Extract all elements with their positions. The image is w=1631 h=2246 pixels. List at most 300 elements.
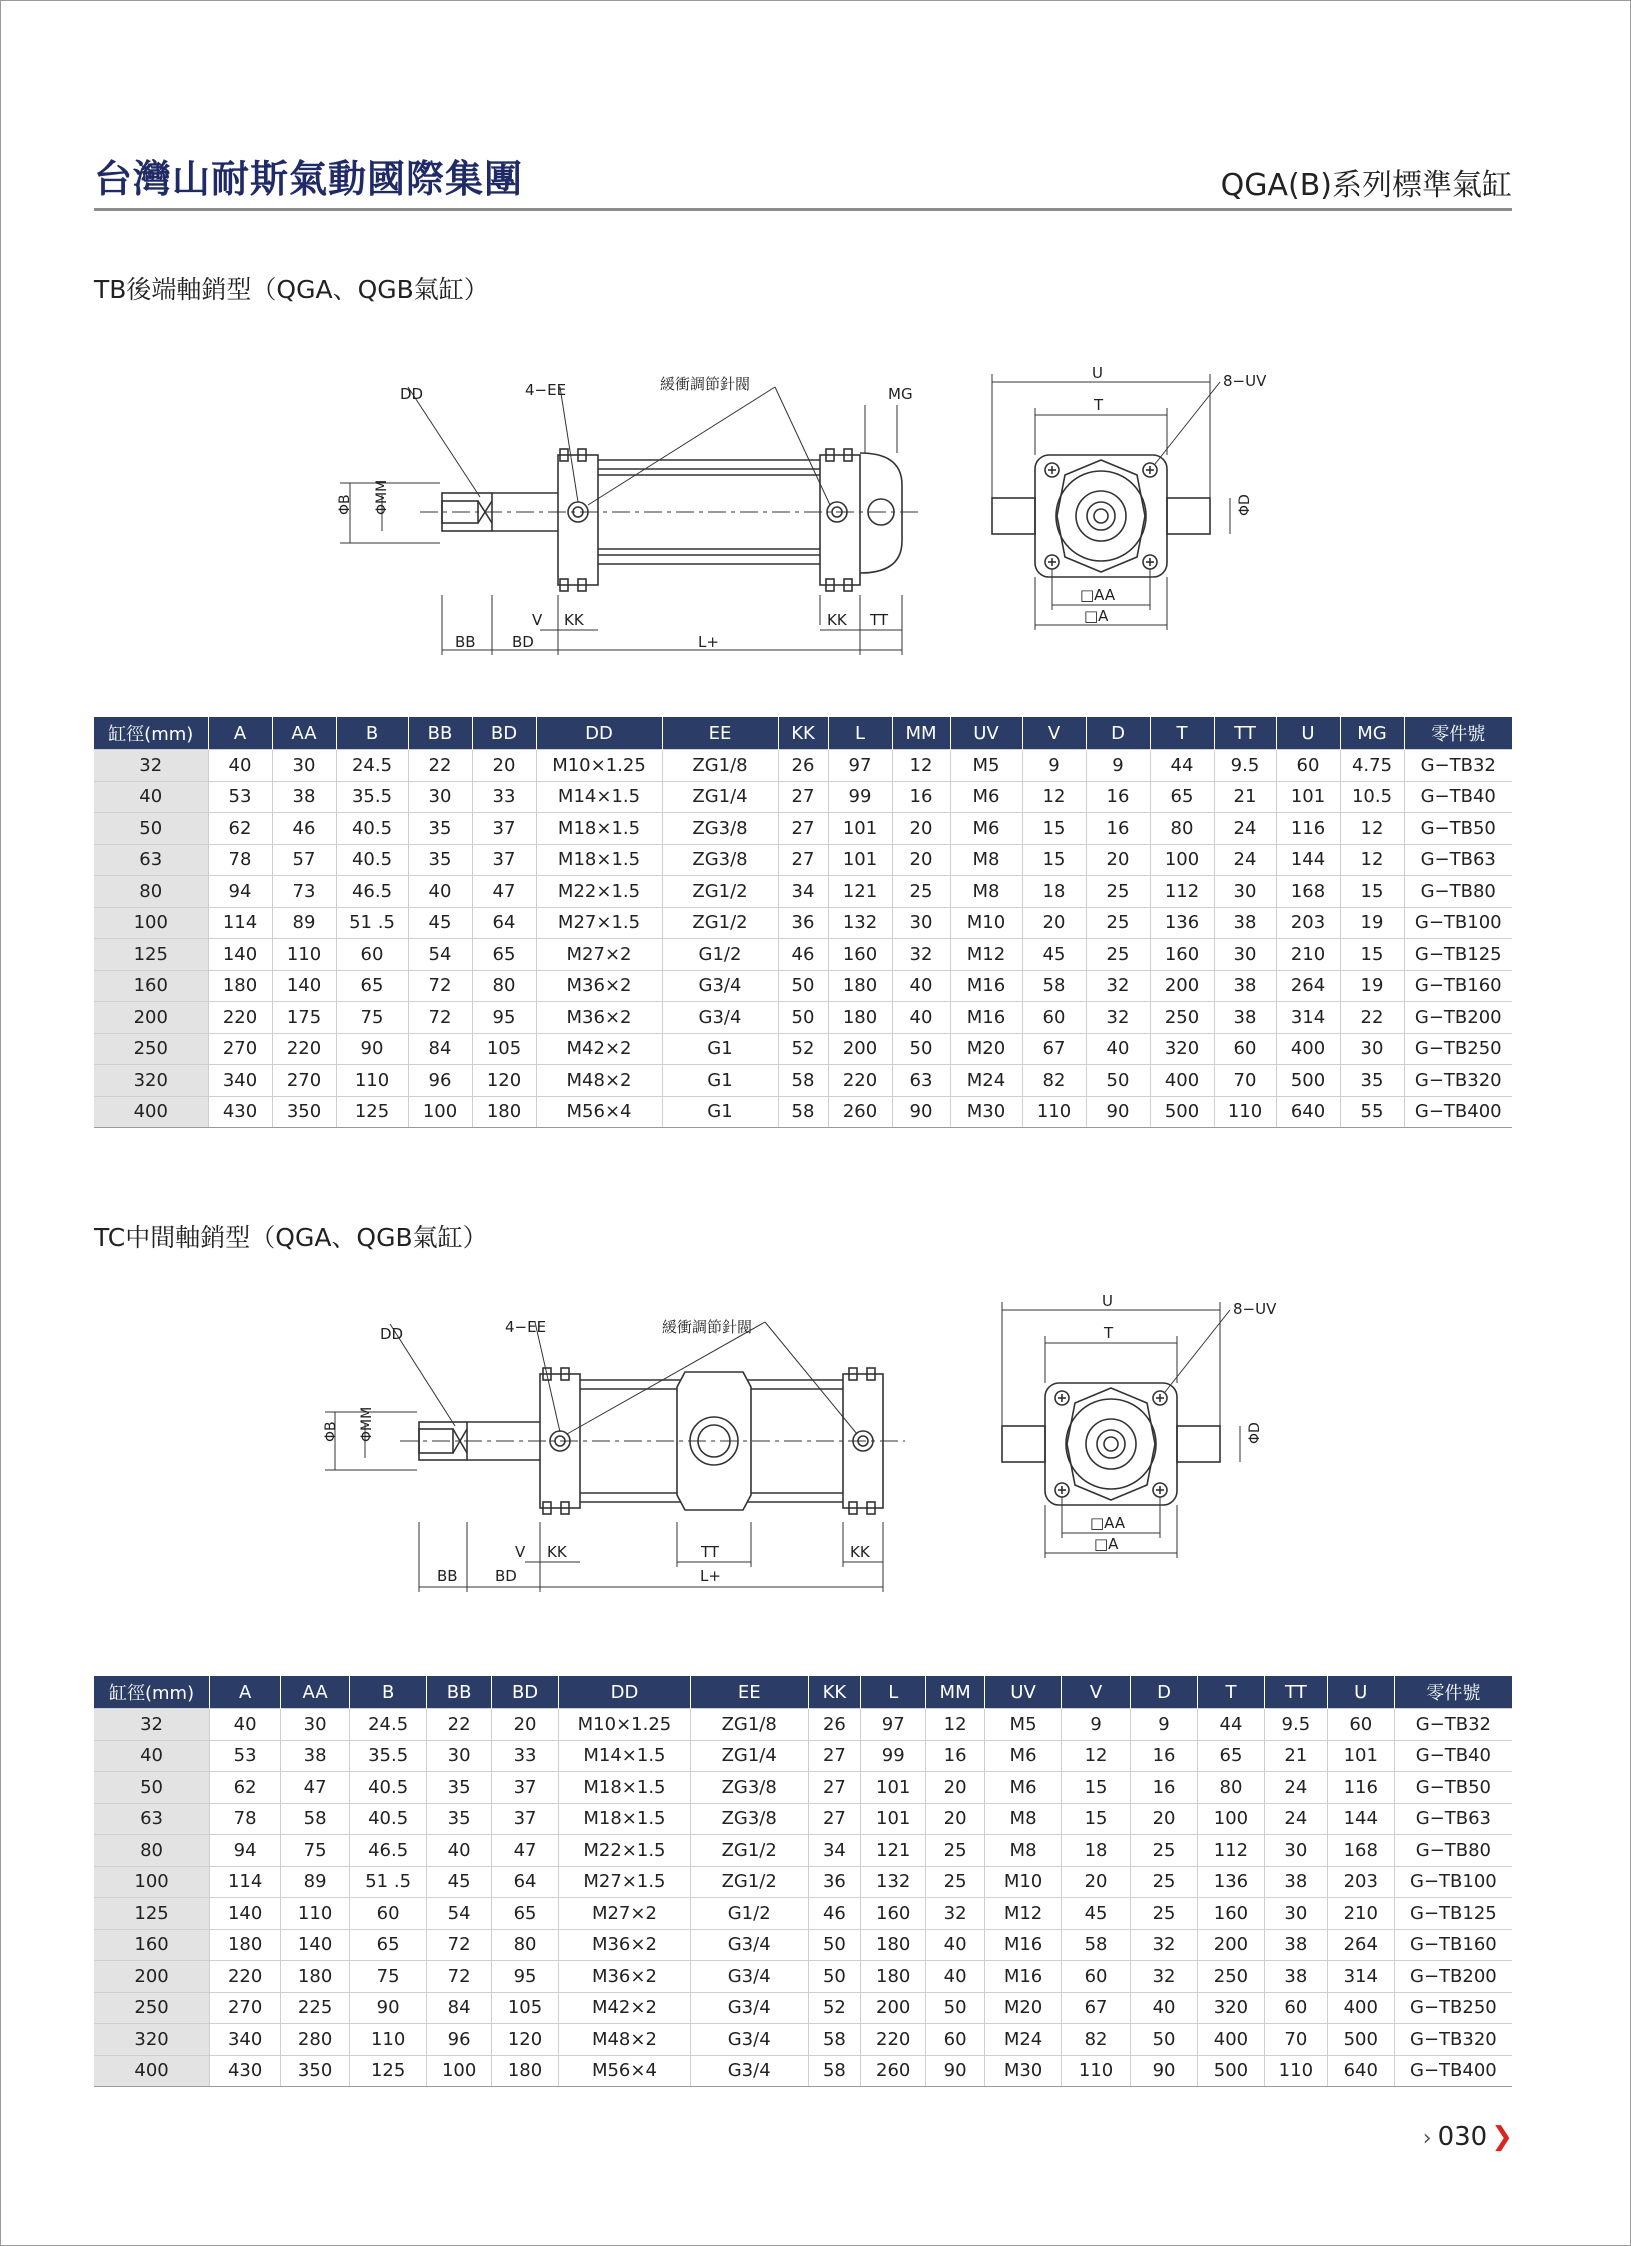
table-cell: 35 xyxy=(427,1772,492,1804)
table-cell: 100 xyxy=(427,2055,492,2087)
table-cell: 210 xyxy=(1327,1898,1394,1930)
table-cell: 44 xyxy=(1150,750,1214,782)
table-cell: 63 xyxy=(892,1065,950,1097)
table-cell: M8 xyxy=(985,1835,1062,1867)
table-cell: 65 xyxy=(1150,781,1214,813)
table-cell: 97 xyxy=(861,1709,926,1741)
table-cell: G−TB125 xyxy=(1394,1898,1512,1930)
table-cell: 40 xyxy=(1086,1033,1150,1065)
column-header: D xyxy=(1131,1676,1198,1709)
table-cell: 105 xyxy=(492,1992,559,2024)
table-cell: M27×1.5 xyxy=(536,907,662,939)
table-cell: 90 xyxy=(1131,2055,1198,2087)
column-header: BB xyxy=(427,1676,492,1709)
column-header: A xyxy=(208,717,272,750)
label-u: U xyxy=(1092,364,1103,382)
table-cell: 120 xyxy=(472,1065,536,1097)
table-cell: M12 xyxy=(985,1898,1062,1930)
table-cell: 12 xyxy=(926,1709,985,1741)
table-cell: 168 xyxy=(1327,1835,1394,1867)
table-cell: 180 xyxy=(828,970,892,1002)
table-cell: 20 xyxy=(1131,1803,1198,1835)
table-cell: M30 xyxy=(950,1096,1022,1128)
table-cell: 35.5 xyxy=(350,1740,427,1772)
table-cell: 400 xyxy=(1150,1065,1214,1097)
table-cell: 58 xyxy=(778,1065,828,1097)
table-cell: 50 xyxy=(778,1002,828,1034)
table-cell: G−TB80 xyxy=(1404,876,1512,908)
table-row xyxy=(94,2055,1512,2087)
table-cell: 180 xyxy=(492,2055,559,2087)
table-cell: 50 xyxy=(778,970,828,1002)
column-header: MM xyxy=(892,717,950,750)
column-header: BD xyxy=(472,717,536,750)
table-cell: 25 xyxy=(1131,1866,1198,1898)
table-cell: G−TB40 xyxy=(1404,781,1512,813)
table-cell: 32 xyxy=(1131,1961,1198,1993)
table-cell: M20 xyxy=(985,1992,1062,2024)
bore-size-cell: 200 xyxy=(94,1002,208,1034)
table-cell: 65 xyxy=(492,1898,559,1930)
table-cell: 32 xyxy=(1086,970,1150,1002)
table-cell: M42×2 xyxy=(559,1992,691,2024)
table-row xyxy=(94,813,1512,845)
label-l: L+ xyxy=(698,633,719,651)
table-cell: G−TB40 xyxy=(1394,1740,1512,1772)
table-cell: 180 xyxy=(861,1961,926,1993)
table-cell: 40 xyxy=(926,1961,985,1993)
label-v: V xyxy=(515,1543,526,1561)
table-cell: 52 xyxy=(808,1992,861,2024)
table-cell: 22 xyxy=(408,750,472,782)
table-cell: 9.5 xyxy=(1264,1709,1327,1741)
label-cushion: 緩衝調節針閥 xyxy=(660,375,751,393)
table-cell: 180 xyxy=(210,1929,281,1961)
bore-size-cell: 80 xyxy=(94,1835,210,1867)
table-cell: 40.5 xyxy=(336,813,408,845)
table-cell: 180 xyxy=(281,1961,350,1993)
table-cell: 15 xyxy=(1022,813,1086,845)
table-cell: M24 xyxy=(950,1065,1022,1097)
column-header: T xyxy=(1197,1676,1264,1709)
column-header: DD xyxy=(559,1676,691,1709)
table-cell: ZG1/2 xyxy=(662,907,778,939)
table-cell: 175 xyxy=(272,1002,336,1034)
table-cell: G3/4 xyxy=(690,2024,808,2056)
table-cell: 70 xyxy=(1214,1065,1276,1097)
table-cell: 50 xyxy=(892,1033,950,1065)
table-cell: 67 xyxy=(1062,1992,1131,2024)
table-cell: 27 xyxy=(808,1772,861,1804)
table-cell: 70 xyxy=(1264,2024,1327,2056)
table-cell: 80 xyxy=(492,1929,559,1961)
column-header: L xyxy=(828,717,892,750)
table-cell: 12 xyxy=(1340,844,1404,876)
table-cell: 160 xyxy=(1150,939,1214,971)
table-cell: 30 xyxy=(427,1740,492,1772)
tc-spec-table xyxy=(94,1676,1512,2087)
table-cell: 100 xyxy=(408,1096,472,1128)
table-cell: G3/4 xyxy=(690,1929,808,1961)
table-cell: M18×1.5 xyxy=(536,813,662,845)
table-cell: 20 xyxy=(892,844,950,876)
table-cell: 225 xyxy=(281,1992,350,2024)
label-mg: MG xyxy=(888,385,913,403)
table-row xyxy=(94,1002,1512,1034)
table-cell: G−TB80 xyxy=(1394,1835,1512,1867)
table-cell: G−TB160 xyxy=(1404,970,1512,1002)
table-cell: G−TB160 xyxy=(1394,1929,1512,1961)
table-cell: G3/4 xyxy=(690,1961,808,1993)
table-cell: 16 xyxy=(1086,781,1150,813)
table-cell: 47 xyxy=(492,1835,559,1867)
table-cell: M30 xyxy=(985,2055,1062,2087)
table-cell: 32 xyxy=(1086,1002,1150,1034)
table-cell: 54 xyxy=(427,1898,492,1930)
table-cell: 112 xyxy=(1197,1835,1264,1867)
section1-title: TB後端軸銷型（QGA、QGB氣缸） xyxy=(94,275,489,304)
bore-size-cell: 100 xyxy=(94,907,208,939)
table-row xyxy=(94,876,1512,908)
table-cell: G−TB200 xyxy=(1404,1002,1512,1034)
table-cell: 40 xyxy=(1131,1992,1198,2024)
table-cell: 30 xyxy=(1340,1033,1404,1065)
table-cell: M20 xyxy=(950,1033,1022,1065)
bore-size-cell: 50 xyxy=(94,1772,210,1804)
table-cell: M56×4 xyxy=(559,2055,691,2087)
page-number xyxy=(1423,2122,1513,2152)
label-u: U xyxy=(1102,1292,1113,1310)
table-cell: 60 xyxy=(350,1898,427,1930)
table-cell: M48×2 xyxy=(536,1065,662,1097)
table-cell: G1 xyxy=(662,1096,778,1128)
table-cell: 75 xyxy=(336,1002,408,1034)
table-cell: 84 xyxy=(408,1033,472,1065)
table-cell: M16 xyxy=(950,1002,1022,1034)
column-header: V xyxy=(1022,717,1086,750)
table-cell: 47 xyxy=(281,1772,350,1804)
table-cell: 38 xyxy=(1214,1002,1276,1034)
table-cell: 270 xyxy=(208,1033,272,1065)
table-row xyxy=(94,939,1512,971)
table-cell: 38 xyxy=(1264,1866,1327,1898)
table-cell: 21 xyxy=(1264,1740,1327,1772)
table-cell: 54 xyxy=(408,939,472,971)
table-cell: 200 xyxy=(828,1033,892,1065)
table-cell: M14×1.5 xyxy=(536,781,662,813)
table-cell: 80 xyxy=(1197,1772,1264,1804)
table-cell: 82 xyxy=(1062,2024,1131,2056)
column-header: BB xyxy=(408,717,472,750)
table-cell: 9.5 xyxy=(1214,750,1276,782)
table-cell: 32 xyxy=(892,939,950,971)
table-cell: 38 xyxy=(1214,907,1276,939)
table-cell: 24 xyxy=(1264,1772,1327,1804)
column-header: KK xyxy=(778,717,828,750)
table-cell: 45 xyxy=(427,1866,492,1898)
table-cell: M36×2 xyxy=(559,1961,691,1993)
table-cell: 38 xyxy=(1264,1929,1327,1961)
table-cell: 58 xyxy=(1062,1929,1131,1961)
table-cell: M18×1.5 xyxy=(559,1803,691,1835)
bore-size-cell: 32 xyxy=(94,1709,210,1741)
table-cell: 110 xyxy=(350,2024,427,2056)
table-cell: 110 xyxy=(336,1065,408,1097)
table-cell: 89 xyxy=(281,1866,350,1898)
column-header: L xyxy=(861,1676,926,1709)
table-cell: M24 xyxy=(985,2024,1062,2056)
table-cell: 15 xyxy=(1340,876,1404,908)
table-row xyxy=(94,1709,1512,1741)
table-cell: 18 xyxy=(1062,1835,1131,1867)
table-cell: 80 xyxy=(472,970,536,1002)
column-header: B xyxy=(350,1676,427,1709)
table-cell: 30 xyxy=(1264,1835,1327,1867)
table-cell: 64 xyxy=(492,1866,559,1898)
table-cell: 25 xyxy=(1131,1898,1198,1930)
column-header: BD xyxy=(492,1676,559,1709)
table-cell: 90 xyxy=(926,2055,985,2087)
table-cell: 40 xyxy=(427,1835,492,1867)
table-cell: 250 xyxy=(1150,1002,1214,1034)
table-cell: 30 xyxy=(892,907,950,939)
table-cell: 200 xyxy=(861,1992,926,2024)
table-cell: 45 xyxy=(1062,1898,1131,1930)
column-header: DD xyxy=(536,717,662,750)
table-cell: 9 xyxy=(1062,1709,1131,1741)
table-cell: ZG1/2 xyxy=(662,876,778,908)
table-cell: 27 xyxy=(778,844,828,876)
table-cell: 50 xyxy=(1131,2024,1198,2056)
table-cell: 320 xyxy=(1150,1033,1214,1065)
label-kk2: KK xyxy=(827,611,847,629)
label-tt: TT xyxy=(870,611,889,629)
table-cell: 96 xyxy=(427,2024,492,2056)
label-phi-mm: ΦMM xyxy=(359,1406,375,1442)
table-cell: 40.5 xyxy=(350,1803,427,1835)
table-cell: 400 xyxy=(1276,1033,1340,1065)
table-cell: M10 xyxy=(950,907,1022,939)
table-row xyxy=(94,1096,1512,1128)
table-cell: G−TB320 xyxy=(1404,1065,1512,1097)
table-cell: 35 xyxy=(427,1803,492,1835)
table-cell: G−TB32 xyxy=(1404,750,1512,782)
label-t: T xyxy=(1104,1324,1114,1342)
table-cell: 350 xyxy=(272,1096,336,1128)
table-cell: 121 xyxy=(861,1835,926,1867)
label-aa: □AA xyxy=(1080,586,1116,604)
table-cell: G3/4 xyxy=(662,970,778,1002)
table-cell: 58 xyxy=(778,1096,828,1128)
table-cell: 46 xyxy=(272,813,336,845)
table-cell: 46 xyxy=(808,1898,861,1930)
table-cell: ZG1/2 xyxy=(690,1835,808,1867)
table-cell: 500 xyxy=(1276,1065,1340,1097)
label-aa: □AA xyxy=(1090,1514,1126,1532)
table-cell: M6 xyxy=(950,813,1022,845)
table-cell: 9 xyxy=(1022,750,1086,782)
table-cell: M6 xyxy=(985,1740,1062,1772)
table-cell: 314 xyxy=(1276,1002,1340,1034)
tc-end-view-drawing xyxy=(990,1288,1280,1568)
table-cell: 60 xyxy=(1276,750,1340,782)
table-cell: 53 xyxy=(210,1740,281,1772)
table-cell: 140 xyxy=(210,1898,281,1930)
table-cell: 160 xyxy=(828,939,892,971)
table-cell: 16 xyxy=(1131,1772,1198,1804)
bore-size-cell: 125 xyxy=(94,939,208,971)
table-cell: G−TB50 xyxy=(1404,813,1512,845)
table-cell: 140 xyxy=(208,939,272,971)
table-cell: 84 xyxy=(427,1992,492,2024)
table-cell: 160 xyxy=(861,1898,926,1930)
table-cell: 20 xyxy=(492,1709,559,1741)
label-phi-b: ΦB xyxy=(323,1421,339,1442)
table-cell: 78 xyxy=(210,1803,281,1835)
table-row xyxy=(94,1898,1512,1930)
column-header: U xyxy=(1327,1676,1394,1709)
table-cell: 12 xyxy=(1022,781,1086,813)
table-cell: M16 xyxy=(985,1929,1062,1961)
table-header-row xyxy=(94,1676,1512,1709)
table-cell: M22×1.5 xyxy=(536,876,662,908)
table-cell: 101 xyxy=(861,1772,926,1804)
table-cell: 55 xyxy=(1340,1096,1404,1128)
label-dd: DD xyxy=(380,1325,404,1343)
table-cell: 21 xyxy=(1214,781,1276,813)
table-cell: G−TB100 xyxy=(1394,1866,1512,1898)
column-header: TT xyxy=(1214,717,1276,750)
table-cell: 37 xyxy=(472,813,536,845)
bore-size-cell: 40 xyxy=(94,781,208,813)
bore-size-cell: 250 xyxy=(94,1992,210,2024)
table-cell: 500 xyxy=(1197,2055,1264,2087)
table-cell: 60 xyxy=(1214,1033,1276,1065)
table-cell: 50 xyxy=(808,1929,861,1961)
table-cell: 99 xyxy=(861,1740,926,1772)
table-cell: 73 xyxy=(272,876,336,908)
table-cell: 100 xyxy=(1150,844,1214,876)
table-cell: M56×4 xyxy=(536,1096,662,1128)
label-l: L+ xyxy=(700,1567,721,1585)
table-cell: 44 xyxy=(1197,1709,1264,1741)
table-cell: G−TB63 xyxy=(1394,1803,1512,1835)
table-row xyxy=(94,970,1512,1002)
tc-side-view-drawing xyxy=(305,1292,925,1592)
table-cell: G1 xyxy=(662,1065,778,1097)
label-kk: KK xyxy=(564,611,584,629)
arrow-right-icon: ❯ xyxy=(1491,2122,1513,2152)
table-cell: 112 xyxy=(1150,876,1214,908)
table-cell: G3/4 xyxy=(690,1992,808,2024)
column-header: KK xyxy=(808,1676,861,1709)
tb-side-view-drawing xyxy=(320,355,940,665)
table-cell: 136 xyxy=(1150,907,1214,939)
table-cell: 40 xyxy=(892,1002,950,1034)
chevron-right-icon: › xyxy=(1422,2126,1432,2151)
table-cell: 101 xyxy=(828,813,892,845)
table-cell: 96 xyxy=(408,1065,472,1097)
label-t: T xyxy=(1094,396,1104,414)
table-cell: 45 xyxy=(1022,939,1086,971)
table-cell: 38 xyxy=(1214,970,1276,1002)
table-cell: 15 xyxy=(1062,1803,1131,1835)
table-cell: 110 xyxy=(1214,1096,1276,1128)
table-cell: 72 xyxy=(408,1002,472,1034)
table-cell: 94 xyxy=(208,876,272,908)
table-cell: M10 xyxy=(985,1866,1062,1898)
table-cell: M8 xyxy=(950,876,1022,908)
table-cell: 89 xyxy=(272,907,336,939)
table-cell: 25 xyxy=(926,1835,985,1867)
table-cell: 60 xyxy=(1062,1961,1131,1993)
table-cell: 35 xyxy=(408,844,472,876)
table-cell: 116 xyxy=(1276,813,1340,845)
table-cell: M18×1.5 xyxy=(559,1772,691,1804)
table-cell: 36 xyxy=(778,907,828,939)
table-cell: M16 xyxy=(950,970,1022,1002)
table-cell: ZG1/8 xyxy=(662,750,778,782)
table-cell: 200 xyxy=(1197,1929,1264,1961)
column-header: MG xyxy=(1340,717,1404,750)
table-cell: 340 xyxy=(210,2024,281,2056)
label-v: V xyxy=(532,611,543,629)
table-cell: 180 xyxy=(472,1096,536,1128)
table-cell: 50 xyxy=(926,1992,985,2024)
table-cell: 16 xyxy=(1086,813,1150,845)
company-name: 台灣山耐斯氣動國際集團 xyxy=(94,156,524,201)
table-cell: 67 xyxy=(1022,1033,1086,1065)
table-cell: 19 xyxy=(1340,907,1404,939)
bore-size-cell: 32 xyxy=(94,750,208,782)
table-cell: 20 xyxy=(926,1772,985,1804)
column-header: 缸徑(mm) xyxy=(94,717,208,750)
table-cell: 25 xyxy=(1086,876,1150,908)
table-row xyxy=(94,1866,1512,1898)
table-cell: M8 xyxy=(985,1803,1062,1835)
label-phi-mm: ΦMM xyxy=(374,479,390,515)
table-cell: 105 xyxy=(472,1033,536,1065)
table-cell: 140 xyxy=(272,970,336,1002)
table-cell: 120 xyxy=(492,2024,559,2056)
column-header: EE xyxy=(662,717,778,750)
table-cell: 46 xyxy=(778,939,828,971)
table-row xyxy=(94,1835,1512,1867)
table-cell: ZG1/2 xyxy=(690,1866,808,1898)
table-cell: 32 xyxy=(926,1898,985,1930)
table-cell: 37 xyxy=(472,844,536,876)
table-cell: 40 xyxy=(208,750,272,782)
table-cell: 38 xyxy=(1264,1961,1327,1993)
bore-size-cell: 160 xyxy=(94,970,208,1002)
bore-size-cell: 50 xyxy=(94,813,208,845)
table-cell: 97 xyxy=(828,750,892,782)
bore-size-cell: 400 xyxy=(94,1096,208,1128)
table-cell: 144 xyxy=(1327,1803,1394,1835)
table-cell: 46.5 xyxy=(350,1835,427,1867)
table-cell: M48×2 xyxy=(559,2024,691,2056)
table-cell: 500 xyxy=(1150,1096,1214,1128)
table-cell: 19 xyxy=(1340,970,1404,1002)
table-cell: 58 xyxy=(808,2024,861,2056)
label-kk: KK xyxy=(547,1543,567,1561)
table-cell: 40 xyxy=(926,1929,985,1961)
table-cell: 430 xyxy=(210,2055,281,2087)
table-row xyxy=(94,1033,1512,1065)
table-cell: 125 xyxy=(336,1096,408,1128)
table-cell: 24 xyxy=(1264,1803,1327,1835)
table-cell: G3/4 xyxy=(662,1002,778,1034)
